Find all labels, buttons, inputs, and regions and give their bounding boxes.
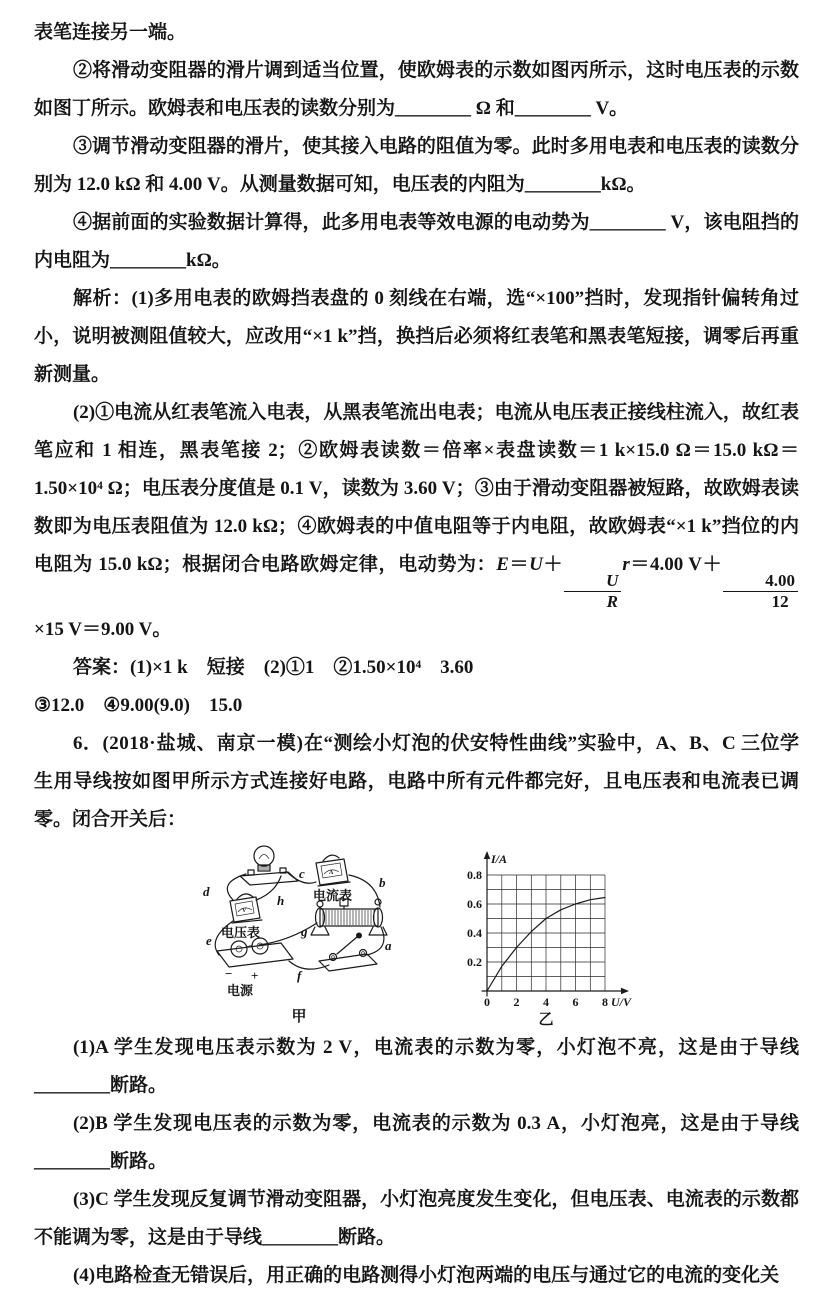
paragraph-step3: ③调节滑动变阻器的滑片，使其接入电路的阻值为零。此时多用电表和电压表的读数分别为 12.0 kΩ 和 4.00 V。从测量数据可知，电压表的内阻为________kΩ。 — [34, 136, 799, 195]
analysis-label: 解析： — [72, 288, 132, 309]
question-6-part1: (1)A 学生发现电压表示数为 2 V，电流表的示数为零，小灯泡不亮，这是由于导线________断路。 — [34, 1037, 799, 1097]
answer-line-2: ③12.0 ④9.00(9.0) 15.0 — [34, 695, 243, 717]
y-axis-label: I/A — [490, 852, 507, 867]
answer-line-1: (1)×1 k 短接 (2)①1 ②1.50×10⁴ 3.60 — [129, 657, 474, 679]
analysis-text-2: (2)①电流从红表笔流入电表，从黑表笔流出电表；电流从电压表正接线柱流入，故红表笔应和 1 相连，黑表笔接 2；②欧姆表读数＝倍率×表盘读数＝1 k×15.0 Ω＝15.0 kΩ＝1.50×10⁴ Ω；电压表分度值是 0.1 V，读数为 3.60 V；③由于滑动变阻器被短路，故欧姆表读数即为电压表阻值为 12.0 kΩ；④欧姆表的中值电阻等于内电阻，故欧姆表“×1 k”挡位的内电阻为 15.0 kΩ；根据闭合电路欧姆定律，电动势为： — [34, 402, 799, 575]
formula-fraction-numbers — [723, 571, 798, 611]
formula-plus1: ＋ — [542, 554, 564, 575]
graph-axes — [482, 851, 629, 996]
question-6-part3: (3)C 学生发现反复调节滑动变阻器，小灯泡亮度发生变化，但电压表、电流表的示数都不能调为零，这是由于导线________断路。 — [34, 1189, 799, 1249]
analysis-text-1: (1)多用电表的欧姆挡表盘的 0 刻线在右端，选“×100”挡时，发现指针偏转角过小，说明被测阻值较大，应改用“×1 k”挡，换挡后必须将红表笔和黑表笔短接，调零后再重新测量。 — [34, 288, 799, 385]
battery — [217, 938, 293, 983]
formula-eq1: ＝ — [508, 554, 530, 575]
x-tick-8: 8 — [601, 995, 608, 1010]
rheostat — [311, 899, 387, 935]
question-6-stem — [34, 725, 799, 839]
analysis-paragraph-2 — [34, 394, 799, 649]
y-tick-0.2: 0.2 — [466, 955, 482, 970]
wire-label-h: h — [276, 893, 284, 909]
y-tick-0.8: 0.8 — [466, 868, 482, 883]
question-text: 在“测绘小灯泡的伏安特性曲线”实验中，A、B、C 三位学生用导线按如图甲所示方式连接好电路，电路中所有元件都完好，且电压表和电流表已调零。闭合开关后： — [34, 733, 799, 831]
question-source: (2018·盐城、南京一模) — [102, 733, 304, 755]
y-tick-0.6: 0.6 — [466, 897, 482, 912]
fraction-denominator: 12 — [771, 591, 789, 611]
formula-r: r — [622, 554, 630, 575]
formula-fraction-UR — [564, 571, 621, 611]
voltmeter — [230, 894, 262, 923]
voltmeter-label: 电压表 — [220, 925, 260, 941]
ammeter-dial-letter: A — [328, 870, 333, 877]
wire-label-a: a — [384, 938, 391, 954]
ammeter-label: 电流表 — [312, 888, 352, 904]
fraction-numerator: 4.00 — [723, 571, 798, 592]
wire-label-d: d — [202, 884, 209, 900]
light-bulb — [240, 846, 298, 885]
formula-mid: ＝4.00 V＋ — [629, 554, 723, 575]
fraction-denominator: R — [606, 591, 618, 611]
wire-label-b: b — [378, 875, 385, 891]
battery-label: 电源 — [226, 983, 253, 999]
iv-curve-graph-yi — [449, 843, 641, 1027]
analysis-paragraph-1 — [34, 280, 799, 394]
ammeter — [316, 855, 350, 886]
wire-label-f: f — [296, 968, 301, 984]
answer-label: 答案： — [72, 657, 130, 679]
x-tick-4: 4 — [542, 995, 549, 1010]
wire-label-g: g — [300, 924, 307, 940]
paragraph-continuation: 表笔连接另一端。 — [34, 22, 187, 43]
y-tick-0.4: 0.4 — [466, 926, 482, 941]
paragraph-step2: ②将滑动变阻器的滑片调到适当位置，使欧姆表的示数如图丙所示，这时电压表的示数如图丁所示。欧姆表和电压表的读数分别为________ Ω 和________ V。 — [34, 60, 799, 119]
formula-E: E — [496, 554, 509, 575]
formula-result: ＝9.00 V。 — [81, 619, 172, 641]
question-6-part2: (2)B 学生发现电压表的示数为零，电流表的示数为 0.3 A，小灯泡亮，这是由于导线________断路。 — [34, 1113, 799, 1173]
battery-minus-sign: − — [224, 966, 232, 982]
figure-row — [34, 843, 799, 1027]
voltmeter-dial-letter: V — [241, 908, 246, 915]
graph-grid — [487, 875, 605, 991]
wire-label-e: e — [205, 933, 212, 949]
paragraph-step4: ④据前面的实验数据计算得，此多用电表等效电源的电动势为________ V，该电阻挡的内电阻为________kΩ。 — [34, 212, 799, 271]
x-tick-labels — [484, 995, 608, 1009]
question-number: 6． — [72, 733, 103, 755]
x-tick-2: 2 — [513, 995, 519, 1010]
formula-U: U — [529, 554, 543, 575]
question-6-part4: (4)电路检查无错误后，用正确的电路测得小灯泡两端的电压与通过它的电流的变化关 — [72, 1265, 780, 1287]
fraction-numerator: U — [564, 571, 621, 592]
circuit-diagram-jia — [193, 843, 415, 1027]
formula-tail: ×15 V — [34, 619, 82, 641]
subfigure-label-jia: 甲 — [290, 1009, 307, 1026]
x-tick-6: 6 — [572, 995, 578, 1010]
wire-label-c: c — [298, 866, 305, 882]
battery-plus-sign: + — [250, 968, 258, 984]
x-axis-label: U/V — [610, 995, 631, 1010]
y-tick-labels — [467, 868, 482, 969]
answer-paragraph — [34, 649, 799, 725]
x-tick-0: 0 — [483, 995, 490, 1010]
subfigure-label-yi: 乙 — [537, 1012, 554, 1028]
